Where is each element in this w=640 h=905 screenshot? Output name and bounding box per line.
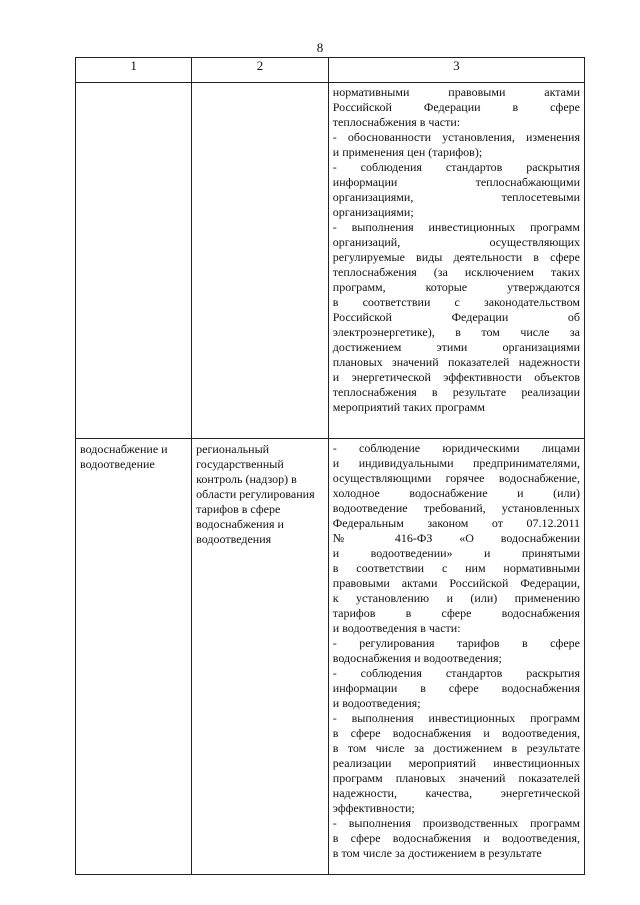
cell-text-line: и применения цен (тарифов);: [332, 145, 483, 159]
cell-text-line: эффективности;: [332, 801, 415, 815]
cell-text-line: - соблюдения стандартов раскрытия: [332, 666, 580, 680]
cell-text-line: водоснабжения и: [196, 517, 284, 531]
cell-text-line: - соблюдение юридическими лицами: [332, 441, 580, 455]
row2-col3-text: [329, 439, 584, 863]
cell-text-line: теплоснабжения в части:: [332, 115, 461, 129]
cell-text-line: теплоснабжения (за исключением таких: [332, 265, 580, 279]
cell-text-line: контроль (надзор) в: [196, 472, 297, 486]
cell-text-line: в том числе за достижением в результате: [332, 846, 542, 860]
row2-area-label: [76, 439, 191, 474]
cell-text-line: регулируемые виды деятельности в сфере: [332, 250, 580, 264]
cell-text-line: водоотведение требований, установленных: [332, 501, 580, 515]
column-header-1: 1: [76, 58, 192, 83]
cell-text-line: - выполнения производственных программ: [332, 816, 580, 830]
cell-text-line: - выполнения инвестиционных программ: [332, 711, 580, 725]
cell-text-line: в сфере водоснабжения и водоотведения,: [332, 831, 580, 845]
cell-text-line: теплоснабжения в результате реализации: [332, 385, 580, 399]
column-header-3: 3: [328, 58, 584, 83]
cell-text-line: информации теплоснабжающими: [332, 175, 580, 189]
cell-text-line: в сфере водоснабжения и водоотведения,: [332, 726, 580, 740]
cell-text-line: правовыми актами Российской Федерации,: [332, 576, 580, 590]
cell-text-line: и водоотведения;: [332, 696, 421, 710]
column-header-2: 2: [192, 58, 329, 83]
cell-text-line: и водоотведения в части:: [332, 621, 461, 635]
cell-text-line: Федеральным законом от 07.12.2011: [332, 516, 580, 530]
cell-text-line: - соблюдения стандартов раскрытия: [332, 160, 580, 174]
page-number: 8: [316, 40, 324, 55]
cell-text-line: программ плановых значений показателей: [332, 771, 580, 785]
cell-text-line: достижением этими организациями: [332, 340, 580, 354]
cell-text-line: организациями, теплосетевыми: [332, 190, 580, 204]
table-row-heat-supply: [76, 83, 585, 439]
cell-text-line: - выполнения инвестиционных программ: [332, 220, 580, 234]
cell-text-line: программ, которые утверждаются: [332, 280, 580, 294]
cell-text-line: региональный: [196, 442, 270, 456]
cell-text-line: - обоснованности установления, изменения: [332, 130, 580, 144]
cell-text-line: осуществляющими горячее водоснабжение,: [332, 471, 580, 485]
table-header-row: [76, 58, 585, 83]
cell-text-line: в соответствии с законодательством: [332, 295, 580, 309]
row2-control-type: [192, 439, 328, 549]
cell-text-line: тарифов в сфере водоснабжения: [332, 606, 580, 620]
regulation-table: [75, 57, 585, 875]
cell-text-line: организациями;: [332, 205, 414, 219]
cell-text-line: Российской Федерации об: [332, 310, 580, 324]
cell-text-line: водоотведение: [80, 457, 155, 471]
cell-text-line: в том числе за достижением в результате: [332, 741, 580, 755]
cell-text-line: тарифов в сфере: [196, 502, 281, 516]
row1-col1-cell: [76, 83, 192, 439]
cell-text-line: области регулирования: [196, 487, 315, 501]
row1-col2-cell: [192, 83, 329, 439]
cell-text-line: электроэнергетике), в том числе за: [332, 325, 580, 339]
cell-text-line: и энергетической эффективности объектов: [332, 370, 580, 384]
row2-col2-cell: [192, 439, 329, 875]
cell-text-line: водоснабжения и водоотведения;: [332, 651, 502, 665]
cell-text-line: холодное водоснабжение и (или): [332, 486, 580, 500]
cell-text-line: № 416-ФЗ «О водоснабжении: [332, 531, 580, 545]
cell-text-line: надежности, качества, энергетической: [332, 786, 580, 800]
cell-text-line: водоснабжение и: [80, 442, 168, 456]
cell-text-line: в соответствии с ним нормативными: [332, 561, 580, 575]
cell-text-line: организаций, осуществляющих: [332, 235, 580, 249]
cell-text-line: реализации мероприятий инвестиционных: [332, 756, 580, 770]
cell-text-line: - регулирования тарифов в сфере: [332, 636, 580, 650]
cell-text-line: водоотведения: [196, 532, 272, 546]
cell-text-line: плановых значений показателей надежности: [332, 355, 580, 369]
row2-col3-cell: [328, 439, 584, 875]
cell-text-line: Российской Федерации в сфере: [332, 100, 580, 114]
cell-text-line: и индивидуальными предпринимателями,: [332, 456, 580, 470]
row1-col3-cell: [328, 83, 584, 439]
cell-text-line: и водоотведении» и принятыми: [332, 546, 580, 560]
cell-text-line: мероприятий таких программ: [332, 400, 485, 414]
cell-text-line: государственный: [196, 457, 284, 471]
cell-text-line: информации в сфере водоснабжения: [332, 681, 580, 695]
table-row-water-supply: [76, 439, 585, 875]
row1-col3-text: [329, 83, 584, 417]
cell-text-line: к установлению и (или) применению: [332, 591, 580, 605]
row2-col1-cell: [76, 439, 192, 875]
cell-text-line: нормативными правовыми актами: [332, 85, 580, 99]
